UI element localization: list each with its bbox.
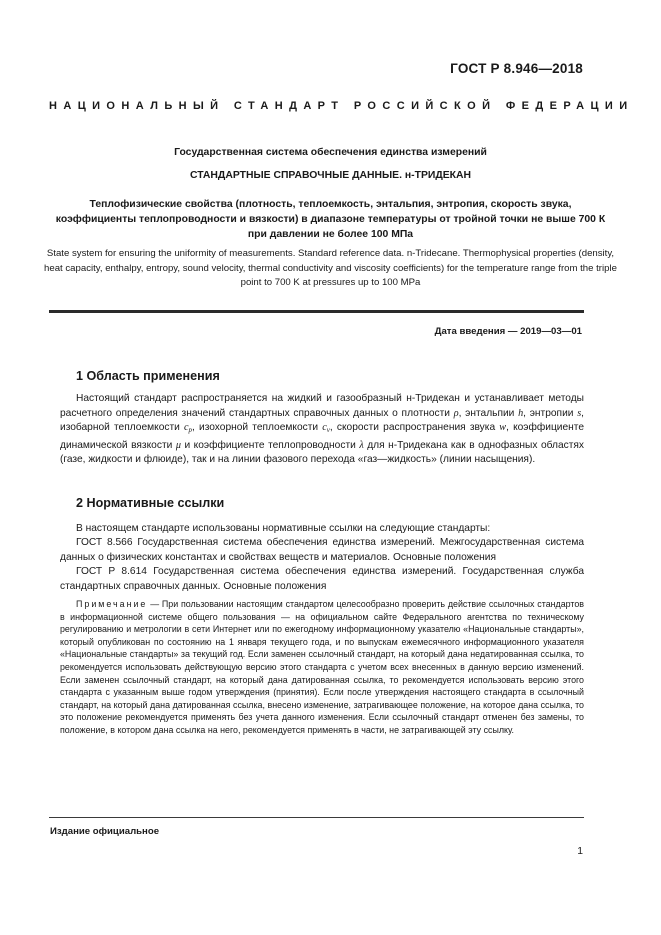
section-1-paragraph: Настоящий стандарт распространяется на жидкий и газообразный н-Тридекан и устанавливает методы расчетного определения значений стандартных справочных данных о плотности ρ, энтальпии h, энтропии s, изобарной теплоемкости $c_p$, изохорной теплоемкости $c_v$, скорости распространения звука w, коэффициенте динамической вязкости μ и коэффициенте теплопроводности λ для н-Тридекана как в однофазных областях (газе, жидкости и флюиде), так и на линии фазового перехода «газ—жидкость» (линии насыщения).	[60, 393, 585, 466]
symbol-cv: c	[322, 422, 327, 434]
standard-number: ГОСТ Р 8.946—2018	[450, 61, 583, 76]
subscript-v: v	[326, 426, 330, 435]
section-2-intro: В настоящем стандарте использованы нормативные ссылки на следующие стандарты:	[76, 523, 491, 534]
section-2-heading: 2 Нормативные ссылки	[76, 496, 225, 510]
reference-gost-8-566: ГОСТ 8.566 Государственная система обеспечения единства измерений. Межгосударственная система данных о физических константах и свойствах веществ и материалов. Основные положения	[60, 537, 584, 563]
official-edition-label: Издание официальное	[50, 826, 160, 837]
symbol-h: h	[518, 407, 524, 419]
footer-divider	[49, 817, 584, 818]
reference-gost-r-8-614: ГОСТ Р 8.614 Государственная система обеспечения единства измерений. Государственная служба стандартных справочных данных. Основные положения	[60, 566, 584, 592]
document-subtitle: Теплофизические свойства (плотность, теплоемкость, энтальпия, энтропия, скорость звука, коэффициенты теплопроводности и вязкости) в диапазоне температуры от тройной точки не выше 700 К при давлении не более 100 МПа	[55, 199, 606, 240]
symbol-cp: c	[183, 422, 189, 434]
english-title: State system for ensuring the uniformity of measurements. Standard reference data. n-Tridecane. Thermophysical properties (density, heat capacity, enthalpy, entropy, sound velocity, thermal conductivity and viscosity coefficients) for the temperature range from the triple point to 700 K at pressures up to 100 MPa	[44, 248, 617, 289]
note-label: Примечание	[76, 599, 148, 609]
section-1-heading: 1 Область применения	[76, 369, 220, 383]
page-number: 1	[577, 846, 583, 857]
symbol-lambda: λ	[359, 439, 364, 451]
introduction-date: Дата введения — 2019—03—01	[434, 326, 582, 337]
symbol-s: s	[577, 407, 582, 419]
document-title: СТАНДАРТНЫЕ СПРАВОЧНЫЕ ДАННЫЕ. н-ТРИДЕКАН	[189, 170, 472, 181]
symbol-mu: μ	[175, 439, 181, 451]
reference-note: Примечание — При пользовании настоящим стандартом целесообразно проверить действие ссылочных стандартов в информационной системе общего пользования — на официальном сайте Федерального агентства по техническому регулированию и метрологии в сети Интернет или по ежегодному информационному указателю «Национальные стандарты», который опубликован по состоянию на 1 января текущего года, и по выпускам ежемесячного информационного указателя «Национальные стандарты» за текущий год. Если заменен ссылочный стандарт, на который дана недатированная ссылка, то рекомендуется использовать действующую версию этого стандарта с учетом всех внесенных в данную версию изменений. Если заменен ссылочный стандарт, на который дана датированная ссылка, то рекомендуется использовать версию этого стандарта с указанным выше годом утверждения (принятия). Если после утверждения настоящего стандарта в ссылочный стандарт, на который дана датированная ссылка, внесено изменение, затрагивающее положение, на которое дана ссылка, то это положение рекомендуется применять без учета данного изменения. Если ссылочный стандарт отменен без замены, то положение, в котором дана ссылка на него, рекомендуется применять в части, не затрагивающей эту ссылку.	[60, 599, 584, 735]
symbol-rho: ρ	[453, 407, 459, 419]
national-standard-heading: НАЦИОНАЛЬНЫЙ СТАНДАРТ РОССИЙСКОЙ ФЕДЕРАЦИИ	[49, 100, 634, 112]
title-divider	[49, 310, 584, 313]
subscript-p: p	[188, 426, 193, 435]
symbol-w: w	[499, 422, 507, 434]
system-title: Государственная система обеспечения единства измерений	[174, 147, 487, 158]
